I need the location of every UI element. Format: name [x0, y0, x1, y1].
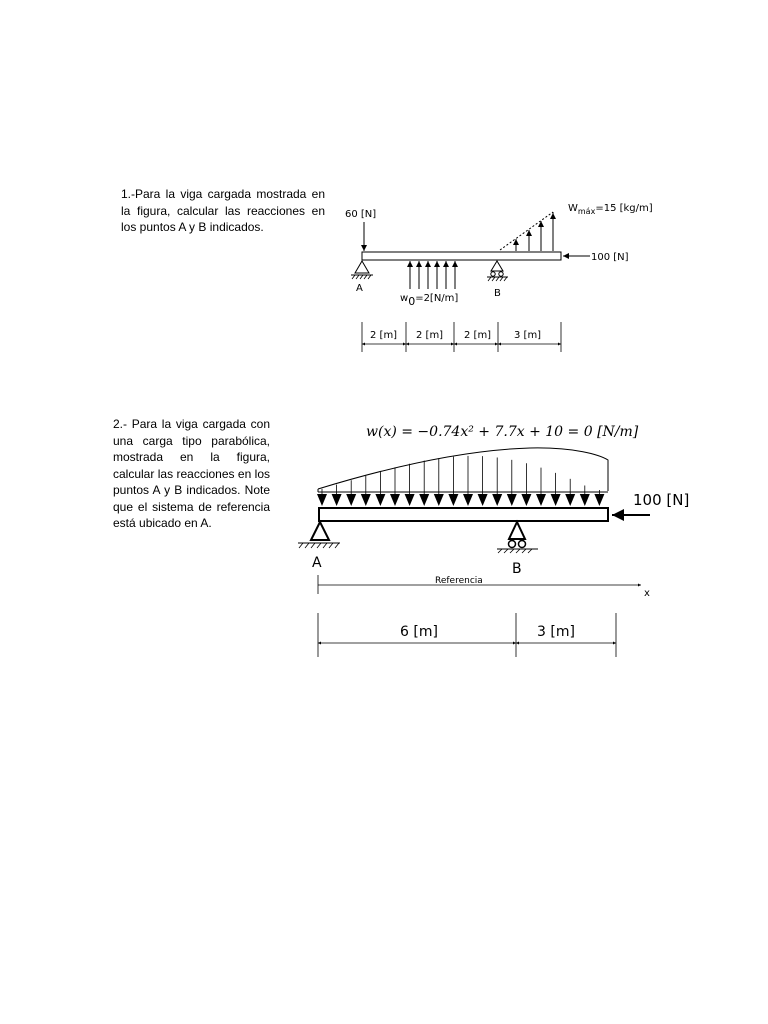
load-arrow-head: [536, 494, 546, 506]
point-load-60: [345, 209, 376, 251]
point-load-label: 60 [N]: [345, 209, 377, 220]
horizontal-load-label: 100 [N]: [633, 491, 690, 509]
load-arrow-head: [521, 494, 531, 506]
triangular-load: [500, 203, 653, 251]
load-arrow-head: [419, 494, 429, 506]
horizontal-load-label: 100 [N]: [591, 252, 629, 263]
support-b-label: B: [512, 561, 522, 577]
support-b-2: [497, 522, 538, 577]
load-equation: w(x) = −0.74x² + 7.7x + 10 = 0 [N/m]: [366, 424, 639, 440]
beam-1: [362, 252, 561, 260]
load-arrow-head: [332, 494, 342, 506]
load-arrow-head: [463, 494, 473, 506]
dim-label: 2 [m]: [416, 330, 444, 341]
horizontal-load-2: [612, 491, 689, 515]
reference-axis: [318, 575, 650, 599]
dim-label: 6 [m]: [400, 624, 438, 640]
support-b-1: [487, 261, 508, 299]
load-arrow-head: [317, 494, 327, 506]
w0-label: w0=2[N/m]: [400, 293, 459, 308]
support-a-2: [298, 522, 340, 571]
problem-2-statement: 2.- Para la viga cargada con una carga tipo parabólica, mostrada en la figura, calcular las reacciones en los puntos A y B indicados. Note que el sistema de referencia está ubicado en A.: [113, 417, 270, 530]
load-arrow-head: [565, 494, 575, 506]
load-arrow-head: [361, 494, 371, 506]
parabolic-load-curve: [318, 448, 608, 491]
figure-1: [345, 203, 653, 352]
load-arrow-head: [594, 494, 604, 506]
dim-label: 2 [m]: [370, 330, 398, 341]
wmax-label: $W_{máx}=15$ [kg/m]: [568, 203, 653, 216]
dim-label: 2 [m]: [464, 330, 492, 341]
load-arrow-head: [434, 494, 444, 506]
support-a-label: A: [312, 555, 322, 571]
load-arrow-head: [478, 494, 488, 506]
support-a-1: [351, 261, 373, 294]
dimensions-1: [362, 322, 561, 352]
beam-2: [319, 508, 608, 521]
dim-label: 3 [m]: [537, 624, 575, 640]
problem-1-statement: 1.-Para la viga cargada mostrada en la figura, calcular las reacciones en los puntos A y B indicados.: [121, 187, 325, 234]
load-arrow-head: [405, 494, 415, 506]
uniform-load-w0: [400, 261, 458, 308]
reference-label: Referencia: [435, 576, 483, 586]
support-a-label: A: [356, 283, 363, 294]
load-arrow-head: [390, 494, 400, 506]
figure-2: [298, 424, 689, 657]
load-arrow-head: [492, 494, 502, 506]
load-arrow-head: [375, 494, 385, 506]
support-b-label: B: [494, 288, 501, 299]
load-arrow-head: [580, 494, 590, 506]
load-arrow-head: [346, 494, 356, 506]
horizontal-load-1: [563, 252, 629, 263]
load-arrows: [317, 456, 608, 506]
load-arrow-head: [448, 494, 458, 506]
load-arrow-head: [507, 494, 517, 506]
dimensions-2: [318, 613, 616, 657]
axis-x-label: x: [644, 588, 650, 599]
load-arrow-head: [551, 494, 561, 506]
dim-label: 3 [m]: [514, 330, 542, 341]
